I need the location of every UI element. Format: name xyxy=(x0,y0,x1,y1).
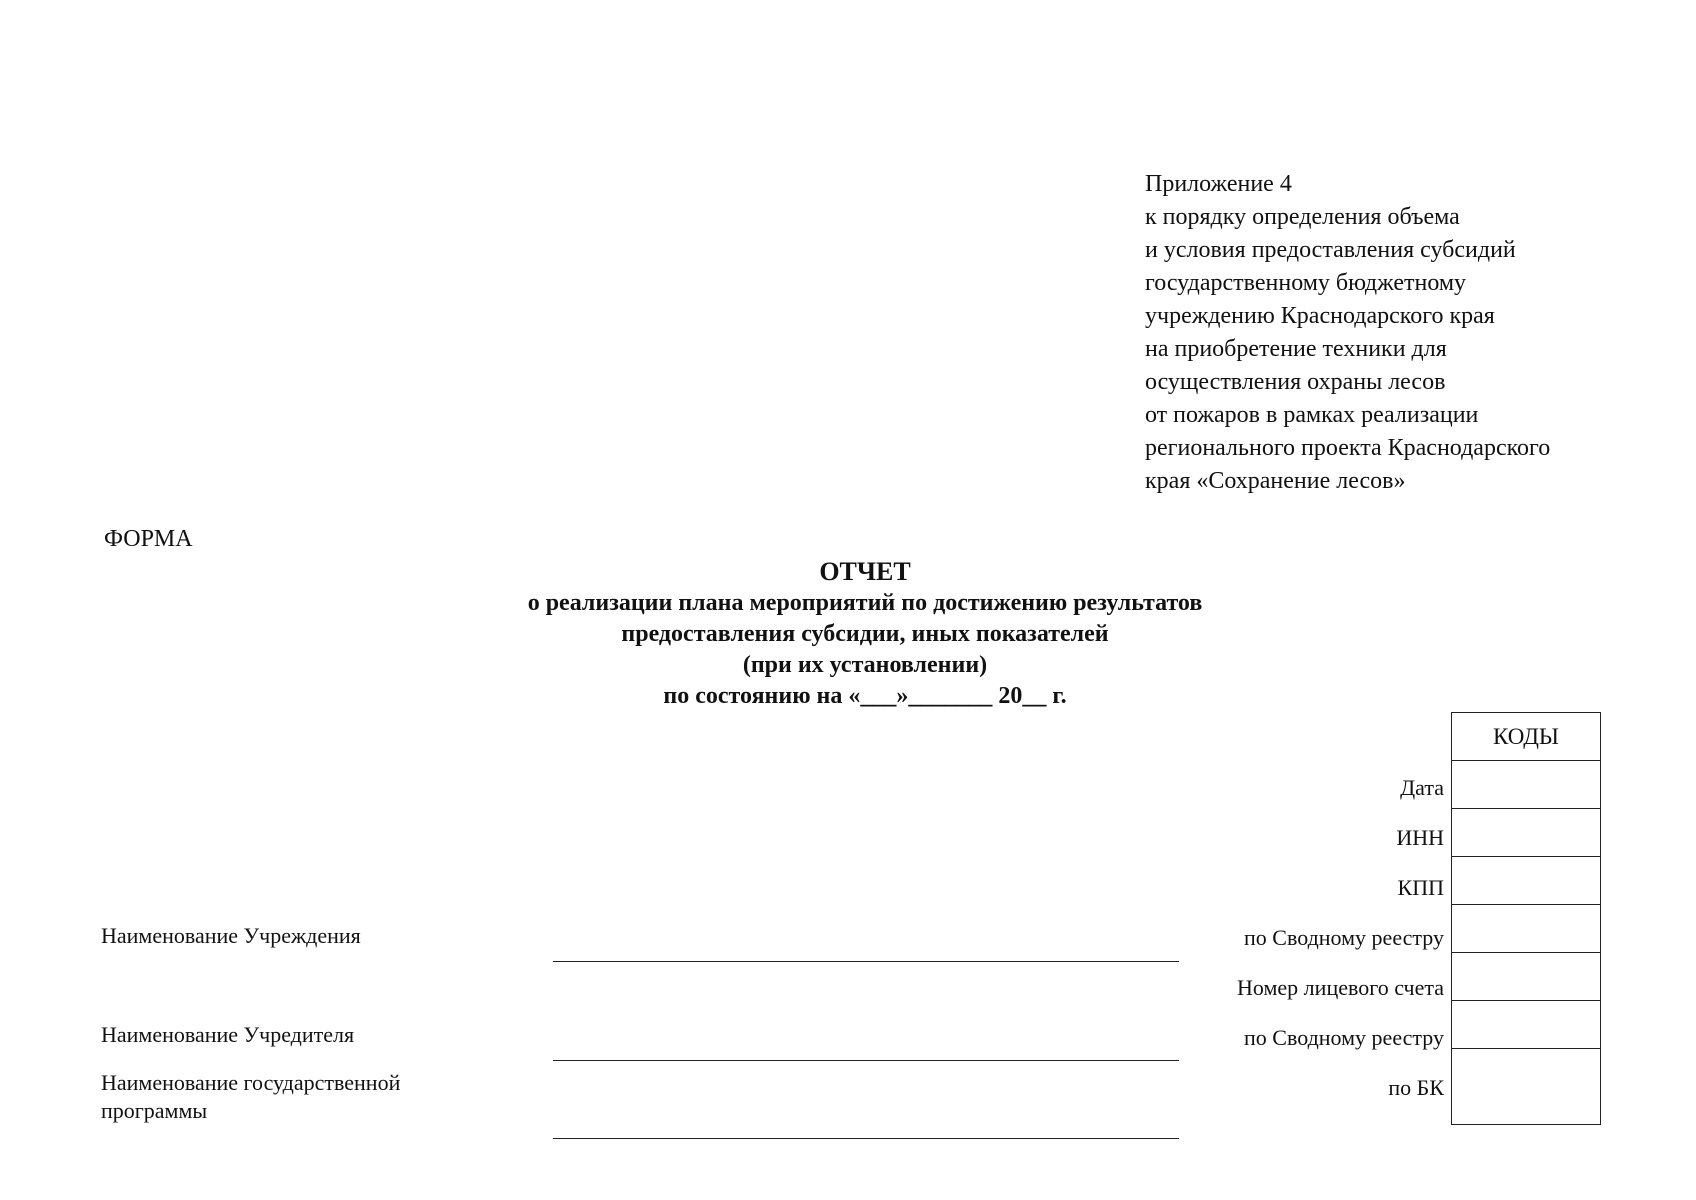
appendix-line: Приложение 4 xyxy=(1145,171,1292,197)
appendix-line: осуществления охраны лесов xyxy=(1145,369,1446,395)
program-label-line: Наименование государственной xyxy=(101,1070,401,1095)
code-label-registry: по Сводному реестру xyxy=(1244,925,1444,950)
founder-input-line[interactable] xyxy=(553,1060,1179,1061)
program-label xyxy=(101,1069,501,1125)
appendix-line: на приобретение техники для xyxy=(1145,336,1447,362)
appendix-line: к порядку определения объема xyxy=(1145,204,1460,230)
report-subtitle-line: о реализации плана мероприятий по достижению результатов xyxy=(527,590,1203,616)
appendix-line: от пожаров в рамках реализации xyxy=(1145,402,1479,428)
code-cell-registry-founder[interactable] xyxy=(1452,1001,1601,1049)
institution-label: Наименование Учреждения xyxy=(101,923,361,948)
code-label-account-number: Номер лицевого счета xyxy=(1237,975,1444,1000)
program-input-line[interactable] xyxy=(553,1138,1179,1139)
report-subtitle-line: предоставления субсидии, иных показателей xyxy=(621,621,1109,647)
code-label-kpp: КПП xyxy=(1397,875,1444,900)
code-cell-kpp[interactable] xyxy=(1452,857,1601,905)
codes-header: КОДЫ xyxy=(1452,713,1601,761)
program-label-line: программы xyxy=(101,1098,208,1123)
code-cell-date[interactable] xyxy=(1452,761,1601,809)
appendix-note xyxy=(1145,168,1685,498)
founder-label: Наименование Учредителя xyxy=(101,1022,355,1047)
code-cell-account-number[interactable] xyxy=(1452,953,1601,1001)
appendix-line: учреждению Краснодарского края xyxy=(1145,303,1495,329)
code-label-registry-founder: по Сводному реестру xyxy=(1244,1025,1444,1050)
institution-input-line[interactable] xyxy=(553,961,1179,962)
report-date-line: по состоянию на «___»_______ 20__ г. xyxy=(663,683,1067,709)
appendix-line: края «Сохранение лесов» xyxy=(1145,468,1406,494)
report-title: ОТЧЕТ xyxy=(819,557,911,586)
code-label-date: Дата xyxy=(1400,775,1444,800)
report-heading xyxy=(0,555,1696,712)
appendix-line: регионального проекта Краснодарского xyxy=(1145,435,1551,461)
codes-table xyxy=(1451,712,1601,1125)
code-label-bk: по БК xyxy=(1388,1075,1444,1100)
appendix-line: государственному бюджетному xyxy=(1145,270,1467,296)
code-label-inn: ИНН xyxy=(1396,825,1444,850)
code-cell-registry[interactable] xyxy=(1452,905,1601,953)
code-cell-bk[interactable] xyxy=(1452,1049,1601,1125)
form-label: ФОРМА xyxy=(104,526,193,552)
appendix-line: и условия предоставления субсидий xyxy=(1145,237,1516,263)
code-cell-inn[interactable] xyxy=(1452,809,1601,857)
report-subtitle-line: (при их установлении) xyxy=(742,652,988,678)
